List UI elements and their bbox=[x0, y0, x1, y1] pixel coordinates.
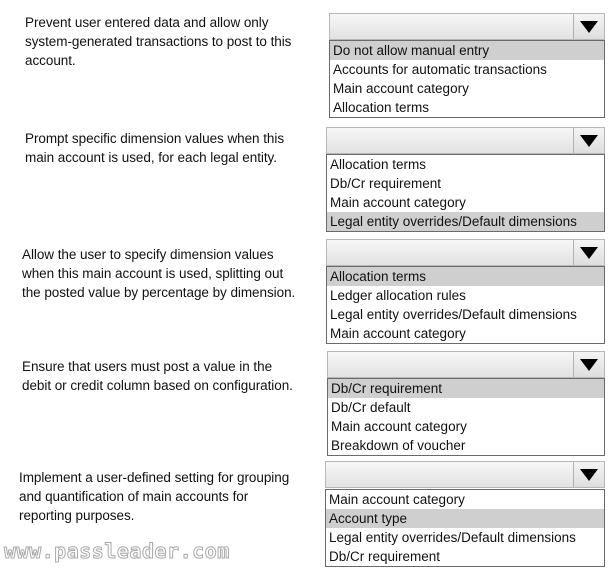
triangle-down-icon bbox=[580, 247, 598, 259]
question-1-option-4[interactable]: Allocation terms bbox=[333, 100, 430, 115]
question-5-text: Implement a user-defined setting for grouping and quantification of main accounts for reporting purposes. bbox=[19, 470, 290, 523]
question-5-option-3[interactable]: Legal entity overrides/Default dimensions bbox=[329, 530, 576, 545]
question-4-option-2[interactable]: Db/Cr default bbox=[331, 400, 411, 415]
question-4-option-3[interactable]: Main account category bbox=[331, 419, 467, 434]
question-3-text: Allow the user to specify dimension values when this main account is used, splitting out the posted value by percentage by dimension. bbox=[22, 247, 296, 300]
watermark: www.passleader.com bbox=[4, 539, 230, 563]
question-2-dropdown[interactable] bbox=[326, 127, 605, 154]
triangle-down-icon bbox=[580, 135, 598, 147]
question-3-option-3[interactable]: Legal entity overrides/Default dimensions bbox=[330, 307, 577, 322]
question-2-option-1[interactable]: Allocation terms bbox=[330, 157, 427, 172]
question-2-option-3[interactable]: Main account category bbox=[330, 195, 466, 210]
question-1-option-3[interactable]: Main account category bbox=[333, 81, 469, 96]
question-1-dropdown-button[interactable] bbox=[573, 14, 604, 39]
question-2-dropdown-button[interactable] bbox=[573, 128, 604, 153]
question-3-options bbox=[326, 266, 605, 344]
question-4-dropdown-button[interactable] bbox=[573, 352, 604, 377]
question-2-text: Prompt specific dimension values when this main account is used, for each legal entity. bbox=[25, 131, 285, 165]
question-1-dropdown[interactable] bbox=[329, 13, 605, 40]
question-3-option-1[interactable]: Allocation terms bbox=[327, 267, 604, 286]
question-3-dropdown-button[interactable] bbox=[573, 240, 604, 265]
question-4-option-4[interactable]: Breakdown of voucher bbox=[331, 438, 466, 453]
question-1-options bbox=[329, 40, 605, 118]
question-1-option-1[interactable]: Do not allow manual entry bbox=[330, 41, 604, 60]
question-5-options bbox=[325, 489, 605, 567]
question-1-option-2[interactable]: Accounts for automatic transactions bbox=[333, 62, 547, 77]
question-5-option-4[interactable]: Db/Cr requirement bbox=[329, 549, 441, 564]
question-5-option-1[interactable]: Main account category bbox=[329, 492, 465, 507]
question-5-option-2[interactable]: Account type bbox=[326, 509, 604, 528]
question-4-option-1[interactable]: Db/Cr requirement bbox=[328, 379, 604, 398]
question-3-dropdown[interactable] bbox=[326, 239, 605, 266]
triangle-down-icon bbox=[580, 359, 598, 371]
question-2-options bbox=[326, 154, 605, 232]
question-2-option-4[interactable]: Legal entity overrides/Default dimensions bbox=[327, 212, 604, 231]
question-2-option-2[interactable]: Db/Cr requirement bbox=[330, 176, 442, 191]
question-3-option-4[interactable]: Main account category bbox=[330, 326, 466, 341]
question-4-options bbox=[327, 378, 605, 456]
question-4-dropdown[interactable] bbox=[327, 351, 605, 378]
question-1-text: Prevent user entered data and allow only system-generated transactions to post to this account. bbox=[25, 15, 292, 68]
triangle-down-icon bbox=[580, 469, 598, 481]
question-4-text: Ensure that users must post a value in the debit or credit column based on configuration. bbox=[22, 359, 293, 393]
question-5-dropdown[interactable] bbox=[325, 461, 605, 488]
question-3-option-2[interactable]: Ledger allocation rules bbox=[330, 288, 466, 303]
question-5-dropdown-button[interactable] bbox=[573, 462, 604, 487]
triangle-down-icon bbox=[580, 21, 598, 33]
